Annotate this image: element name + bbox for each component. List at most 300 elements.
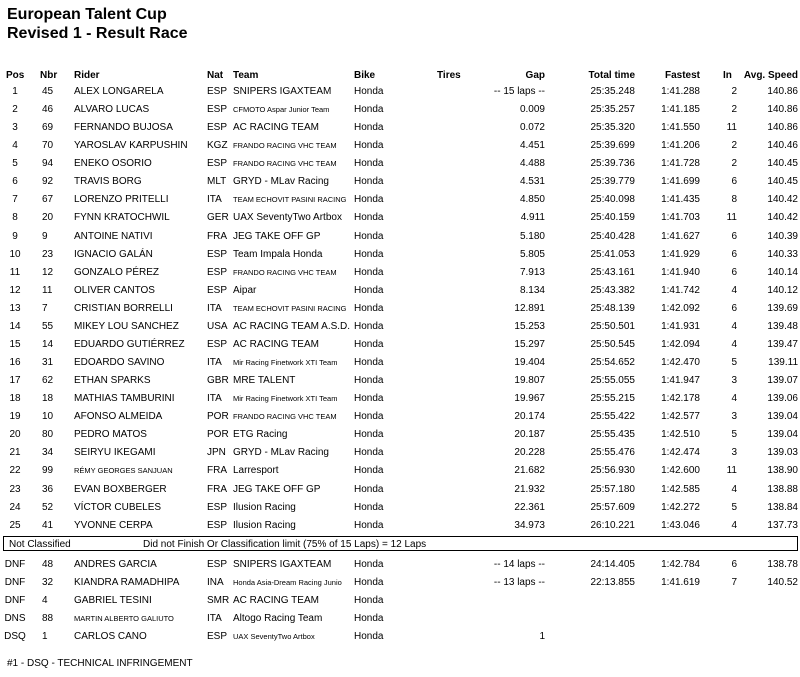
cell-team: UAX SeventyTwo Artbox <box>233 212 342 224</box>
cell-nat: FRA <box>207 483 227 495</box>
table-row <box>0 83 800 101</box>
cell-gap: -- 13 laps -- <box>493 577 545 589</box>
cell-team: FRANDO RACING VHC TEAM <box>233 141 337 151</box>
cell-nat: INA <box>207 577 224 589</box>
cell-bike: Honda <box>354 465 384 477</box>
cell-fastest-lap: 1:42.510 <box>661 429 700 441</box>
cell-nbr: 12 <box>42 266 54 278</box>
cell-rider: ANTOINE NATIVI <box>74 230 153 242</box>
cell-total-time: 25:41.053 <box>590 248 635 260</box>
cell-gap: 5.805 <box>519 248 545 260</box>
table-row <box>0 173 800 191</box>
col-total: Total time <box>588 70 635 81</box>
cell-avg-speed: 138.88 <box>767 483 798 495</box>
cell-rider: MIKEY LOU SANCHEZ <box>74 320 179 332</box>
cell-bike: Honda <box>354 320 384 332</box>
cell-in: 2 <box>731 140 737 152</box>
cell-nat: ITA <box>207 393 222 405</box>
cell-avg-speed: 140.46 <box>767 140 798 152</box>
cell-fastest-lap: 1:42.474 <box>661 447 700 459</box>
cell-total-time: 25:56.930 <box>590 465 635 477</box>
cell-rider: AFONSO ALMEIDA <box>74 411 163 423</box>
cell-total-time <box>565 628 635 646</box>
cell-fastest-lap: 1:41.627 <box>661 230 700 242</box>
cell-fastest-lap: 1:42.577 <box>661 411 700 423</box>
cell-gap: 8.134 <box>519 284 545 296</box>
cell-rider: GONZALO PÉREZ <box>74 266 160 278</box>
cell-bike: Honda <box>354 122 384 134</box>
cell-team: Altogo Racing Team <box>233 613 323 625</box>
cell-nat: ESP <box>207 338 228 350</box>
cell-nbr: 20 <box>42 212 54 224</box>
cell-pos: DNF <box>4 595 26 607</box>
table-row <box>0 462 800 480</box>
cell-pos: DNS <box>4 613 26 625</box>
cell-nbr: 92 <box>42 176 54 188</box>
table-row <box>0 592 800 610</box>
cell-in: 3 <box>731 447 737 459</box>
cell-avg-speed: 140.12 <box>767 284 798 296</box>
cell-fastest-lap: 1:41.929 <box>661 248 700 260</box>
cell-gap: 34.973 <box>514 519 545 531</box>
cell-in: 6 <box>731 559 737 570</box>
cell-gap: 4.850 <box>519 194 545 206</box>
cell-total-time: 25:50.501 <box>590 320 635 332</box>
cell-nbr: 70 <box>42 140 54 152</box>
cell-avg-speed <box>740 628 798 646</box>
cell-total-time <box>565 610 635 628</box>
cell-avg-speed <box>740 592 798 610</box>
cell-team: Honda Asia-Dream Racing Junio <box>233 578 342 588</box>
cell-team: CFMOTO Aspar Junior Team <box>233 105 330 115</box>
table-row <box>0 444 800 462</box>
cell-avg-speed: 139.69 <box>767 302 798 314</box>
cell-rider: ALVARO LUCAS <box>74 104 150 116</box>
cell-pos: 6 <box>12 176 18 188</box>
cell-gap: 21.682 <box>514 465 545 477</box>
cell-nat: ESP <box>207 284 228 296</box>
cell-gap: 5.180 <box>519 230 545 242</box>
cell-avg-speed: 140.42 <box>767 194 798 206</box>
cell-avg-speed: 140.42 <box>767 212 798 224</box>
cell-avg-speed: 140.14 <box>767 266 798 278</box>
col-in: In <box>723 70 732 81</box>
cell-fastest-lap: 1:41.206 <box>661 140 700 152</box>
cell-in: 2 <box>731 158 737 170</box>
cell-avg-speed: 139.48 <box>767 320 798 332</box>
table-row <box>0 556 800 574</box>
table-row <box>0 137 800 155</box>
cell-pos: 7 <box>12 194 18 206</box>
cell-pos: 14 <box>9 320 21 332</box>
cell-total-time: 25:55.215 <box>590 393 635 405</box>
cell-total-time: 25:39.699 <box>590 140 635 152</box>
cell-fastest-lap: 1:42.092 <box>661 302 700 314</box>
cell-bike: Honda <box>354 613 384 625</box>
cell-team: Ilusion Racing <box>233 501 296 513</box>
table-row <box>0 191 800 209</box>
cell-team: FRANDO RACING VHC TEAM <box>233 267 337 277</box>
cell-gap: 0.072 <box>519 122 545 134</box>
cell-in: 4 <box>731 519 737 531</box>
cell-total-time: 24:14.405 <box>590 559 635 570</box>
cell-gap: 4.911 <box>520 212 545 224</box>
cell-avg-speed: 140.45 <box>767 176 798 188</box>
cell-pos: 25 <box>9 519 21 531</box>
cell-avg-speed: 139.03 <box>767 447 798 459</box>
cell-pos: 20 <box>9 429 21 441</box>
cell-total-time: 25:57.609 <box>590 501 635 513</box>
cell-total-time: 22:13.855 <box>590 577 635 589</box>
cell-team: Larresport <box>233 465 279 477</box>
cell-nbr: 52 <box>42 501 54 513</box>
table-row <box>0 372 800 390</box>
cell-total-time: 25:55.435 <box>590 429 635 441</box>
cell-rider: LORENZO PRITELLI <box>74 194 169 206</box>
cell-avg-speed: 140.45 <box>767 158 798 170</box>
table-row <box>0 246 800 264</box>
cell-nat: ESP <box>207 519 228 531</box>
cell-rider: KIANDRA RAMADHIPA <box>74 577 180 589</box>
cell-nbr: 62 <box>42 375 54 387</box>
table-row <box>0 610 800 628</box>
classification-note: Did not Finish Or Classification limit (75% of 15 Laps) = 12 Laps <box>143 539 427 550</box>
cell-gap: 19.967 <box>514 393 545 405</box>
cell-avg-speed: 140.33 <box>767 248 798 260</box>
cell-fastest-lap: 1:41.619 <box>661 577 700 589</box>
cell-team: GRYD - MLav Racing <box>233 447 329 459</box>
cell-gap: 0.009 <box>519 104 545 116</box>
cell-pos: 2 <box>12 104 18 116</box>
cell-nat: FRA <box>207 465 227 477</box>
cell-total-time: 25:54.652 <box>590 357 635 369</box>
col-team: Team <box>233 70 259 81</box>
cell-pos: 19 <box>9 411 21 423</box>
col-nbr: Nbr <box>40 70 58 81</box>
cell-rider: FERNANDO BUJOSA <box>74 122 173 134</box>
cell-gap: 4.488 <box>519 158 545 170</box>
cell-bike: Honda <box>354 212 384 224</box>
cell-in: 5 <box>731 357 737 369</box>
cell-total-time: 25:35.257 <box>590 104 635 116</box>
cell-pos: 12 <box>9 284 21 296</box>
table-row <box>0 574 800 592</box>
cell-nbr: 69 <box>42 122 54 134</box>
cell-total-time: 25:35.248 <box>590 86 635 97</box>
cell-team: TEAM ECHOVIT PASINI RACING <box>233 303 347 313</box>
cell-bike: Honda <box>354 447 384 459</box>
cell-bike: Honda <box>354 519 384 531</box>
cell-pos: 21 <box>9 447 21 459</box>
cell-pos: 23 <box>9 483 21 495</box>
table-row <box>0 155 800 173</box>
cell-fastest-lap: 1:41.288 <box>661 86 700 97</box>
cell-bike: Honda <box>354 158 384 170</box>
table-row <box>0 390 800 408</box>
cell-avg-speed: 140.52 <box>767 577 798 589</box>
cell-nbr: 41 <box>42 519 54 531</box>
table-row <box>0 209 800 227</box>
cell-gap: 19.807 <box>514 375 545 387</box>
cell-in: 2 <box>731 104 737 116</box>
cell-fastest-lap: 1:42.784 <box>661 559 700 570</box>
table-row <box>0 481 800 499</box>
cell-gap: 15.297 <box>514 338 545 350</box>
cell-pos: DNF <box>4 577 26 589</box>
cell-avg-speed: 139.07 <box>767 375 798 387</box>
cell-bike: Honda <box>354 357 384 369</box>
not-classified-bar <box>3 536 798 551</box>
table-row <box>0 354 800 372</box>
cell-nat: ESP <box>207 158 228 170</box>
cell-nat: ESP <box>207 104 228 116</box>
col-rider: Rider <box>74 70 100 81</box>
cell-team: Team Impala Honda <box>233 248 323 260</box>
cell-rider: EDUARDO GUTIÉRREZ <box>74 338 185 350</box>
cell-rider: ENEKO OSORIO <box>74 158 152 170</box>
cell-fastest-lap: 1:41.940 <box>661 266 700 278</box>
cell-in <box>712 628 737 646</box>
cell-in: 6 <box>731 302 737 314</box>
cell-total-time: 25:43.382 <box>590 284 635 296</box>
cell-fastest-lap: 1:41.947 <box>661 375 700 387</box>
cell-nbr: 88 <box>42 613 54 625</box>
cell-avg-speed: 138.78 <box>767 559 798 570</box>
cell-total-time: 25:50.545 <box>590 338 635 350</box>
cell-nbr: 32 <box>42 577 54 589</box>
cell-fastest-lap: 1:41.185 <box>661 104 700 116</box>
cell-gap: 4.531 <box>519 176 545 188</box>
cell-avg-speed <box>740 610 798 628</box>
cell-avg-speed: 139.11 <box>768 357 798 369</box>
cell-bike: Honda <box>354 338 384 350</box>
cell-avg-speed: 139.06 <box>767 393 798 405</box>
cell-nbr: 9 <box>42 230 48 242</box>
cell-rider: IGNACIO GALÁN <box>74 248 153 260</box>
cell-fastest-lap: 1:41.550 <box>661 122 700 134</box>
table-row <box>0 228 800 246</box>
table-row <box>0 101 800 119</box>
cell-bike: Honda <box>354 302 384 314</box>
cell-nat: ITA <box>207 357 222 369</box>
cell-nat: FRA <box>207 230 227 242</box>
cell-nbr: 14 <box>42 338 54 350</box>
cell-gap: 20.228 <box>514 447 545 459</box>
cell-pos: 18 <box>9 393 21 405</box>
cell-fastest-lap: 1:42.470 <box>661 357 700 369</box>
cell-gap: 1 <box>539 631 545 643</box>
cell-fastest-lap <box>645 592 700 610</box>
cell-in: 3 <box>731 375 737 387</box>
cell-nat: ESP <box>207 86 228 97</box>
cell-gap: 20.187 <box>514 429 545 441</box>
cell-pos: 10 <box>9 248 21 260</box>
table-row <box>0 426 800 444</box>
cell-team: Mir Racing Finetwork XTI Team <box>233 358 338 368</box>
cell-in <box>712 592 737 610</box>
cell-in: 5 <box>731 429 737 441</box>
cell-nbr: 18 <box>42 393 54 405</box>
cell-bike: Honda <box>354 140 384 152</box>
cell-nat: GER <box>207 212 229 224</box>
cell-avg-speed: 137.73 <box>767 519 798 531</box>
cell-total-time: 25:39.736 <box>590 158 635 170</box>
cell-gap: 20.174 <box>514 411 545 423</box>
cell-total-time: 26:10.221 <box>590 519 635 531</box>
cell-team: SNIPERS IGAXTEAM <box>233 559 332 570</box>
col-fastest: Fastest <box>664 70 700 81</box>
cell-in: 4 <box>731 284 737 296</box>
cell-total-time: 25:57.180 <box>590 483 635 495</box>
col-speed: Avg. Speed <box>743 70 798 81</box>
cell-nat: ITA <box>207 613 222 625</box>
cell-nbr: 31 <box>42 357 54 369</box>
cell-team: SNIPERS IGAXTEAM <box>233 86 332 97</box>
cell-rider: CRISTIAN BORRELLI <box>74 302 173 314</box>
cell-pos: 16 <box>9 357 21 369</box>
cell-team: JEG TAKE OFF GP <box>233 483 321 495</box>
cell-gap: 22.361 <box>514 501 545 513</box>
cell-bike: Honda <box>354 194 384 206</box>
cell-nat: KGZ <box>207 140 228 152</box>
cell-bike: Honda <box>354 559 384 570</box>
cell-total-time: 25:55.055 <box>590 375 635 387</box>
cell-team: AC RACING TEAM <box>233 338 319 350</box>
cell-in: 11 <box>726 465 737 477</box>
event-title: European Talent Cup <box>7 6 167 23</box>
cell-total-time: 25:39.779 <box>590 176 635 188</box>
cell-team: AC RACING TEAM A.S.D. <box>233 320 351 332</box>
cell-total-time: 25:48.139 <box>590 302 635 314</box>
cell-avg-speed: 138.84 <box>767 501 798 513</box>
cell-nat: ESP <box>207 248 228 260</box>
table-row <box>0 300 800 318</box>
cell-bike: Honda <box>354 595 384 607</box>
cell-rider: VÍCTOR CUBELES <box>74 501 162 513</box>
cell-pos: DNF <box>4 559 26 570</box>
cell-fastest-lap: 1:41.728 <box>661 158 700 170</box>
cell-pos: 9 <box>12 230 18 242</box>
cell-pos: 5 <box>12 158 18 170</box>
cell-fastest-lap: 1:41.742 <box>661 284 700 296</box>
cell-bike: Honda <box>354 631 384 643</box>
cell-bike: Honda <box>354 104 384 116</box>
cell-bike: Honda <box>354 375 384 387</box>
col-nat: Nat <box>207 70 224 81</box>
cell-rider: TRAVIS BORG <box>74 176 142 188</box>
table-row <box>0 318 800 336</box>
cell-in: 6 <box>731 248 737 260</box>
cell-total-time: 25:40.098 <box>590 194 635 206</box>
cell-rider: SEIRYU IKEGAMI <box>74 447 156 459</box>
table-row <box>0 408 800 426</box>
cell-nat: POR <box>207 429 229 441</box>
cell-bike: Honda <box>354 86 384 97</box>
cell-nat: MLT <box>207 176 227 188</box>
cell-rider: EDOARDO SAVINO <box>74 357 165 369</box>
cell-in: 4 <box>731 393 737 405</box>
cell-rider: OLIVER CANTOS <box>74 284 155 296</box>
cell-rider: EVAN BOXBERGER <box>74 483 167 495</box>
cell-avg-speed: 140.86 <box>767 86 798 97</box>
cell-bike: Honda <box>354 393 384 405</box>
cell-nat: USA <box>207 320 228 332</box>
cell-pos: 4 <box>12 140 18 152</box>
table-row <box>0 499 800 517</box>
cell-nbr: 80 <box>42 429 54 441</box>
cell-pos: 3 <box>12 122 18 134</box>
cell-bike: Honda <box>354 577 384 589</box>
cell-rider: CARLOS CANO <box>74 631 147 643</box>
cell-avg-speed: 139.04 <box>767 411 798 423</box>
cell-nat: ESP <box>207 266 228 278</box>
cell-bike: Honda <box>354 176 384 188</box>
cell-in: 6 <box>731 266 737 278</box>
cell-nbr: 48 <box>42 559 54 570</box>
cell-fastest-lap <box>645 628 700 646</box>
cell-in: 7 <box>731 577 737 589</box>
cell-rider: RÉMY GEORGES SANJUAN <box>74 466 173 476</box>
cell-avg-speed: 140.86 <box>767 122 798 134</box>
cell-avg-speed: 138.90 <box>767 465 798 477</box>
cell-in: 5 <box>731 501 737 513</box>
cell-team: MRE TALENT <box>233 375 296 387</box>
cell-team: AC RACING TEAM <box>233 595 319 607</box>
cell-bike: Honda <box>354 284 384 296</box>
cell-nat: ITA <box>207 302 222 314</box>
cell-in: 6 <box>731 176 737 188</box>
cell-fastest-lap: 1:42.585 <box>661 483 700 495</box>
cell-pos: 17 <box>9 375 21 387</box>
cell-nat: ESP <box>207 559 228 570</box>
cell-pos: 24 <box>9 501 21 513</box>
col-gap: Gap <box>525 70 545 81</box>
cell-total-time: 25:35.320 <box>590 122 635 134</box>
cell-nbr: 23 <box>42 248 54 260</box>
cell-team: FRANDO RACING VHC TEAM <box>233 412 337 422</box>
cell-total-time: 25:40.159 <box>590 212 635 224</box>
cell-bike: Honda <box>354 230 384 242</box>
cell-fastest-lap: 1:42.600 <box>661 465 700 477</box>
cell-team: UAX SeventyTwo Artbox <box>233 632 315 642</box>
cell-gap: 7.913 <box>519 266 545 278</box>
cell-in: 4 <box>731 320 737 332</box>
cell-nat: ITA <box>207 194 222 206</box>
cell-in: 11 <box>726 122 737 134</box>
cell-fastest-lap: 1:41.435 <box>661 194 700 206</box>
cell-avg-speed: 139.47 <box>767 338 798 350</box>
cell-in <box>712 610 737 628</box>
cell-pos: 11 <box>9 266 21 278</box>
cell-in: 8 <box>731 194 737 206</box>
cell-team: FRANDO RACING VHC TEAM <box>233 159 337 169</box>
cell-rider: YAROSLAV KARPUSHIN <box>74 140 188 152</box>
cell-pos: 13 <box>9 302 21 314</box>
cell-fastest-lap: 1:41.931 <box>661 320 700 332</box>
cell-fastest-lap: 1:42.178 <box>661 393 700 405</box>
cell-in: 6 <box>731 230 737 242</box>
cell-fastest-lap <box>645 610 700 628</box>
cell-nat: POR <box>207 411 229 423</box>
cell-nbr: 94 <box>42 158 54 170</box>
cell-total-time: 25:55.476 <box>590 447 635 459</box>
cell-fastest-lap: 1:42.272 <box>661 501 700 513</box>
cell-total-time: 25:55.422 <box>590 411 635 423</box>
table-row <box>0 336 800 354</box>
cell-gap: 4.451 <box>519 140 545 152</box>
cell-nat: ESP <box>207 122 228 134</box>
cell-gap: 15.253 <box>514 320 545 332</box>
